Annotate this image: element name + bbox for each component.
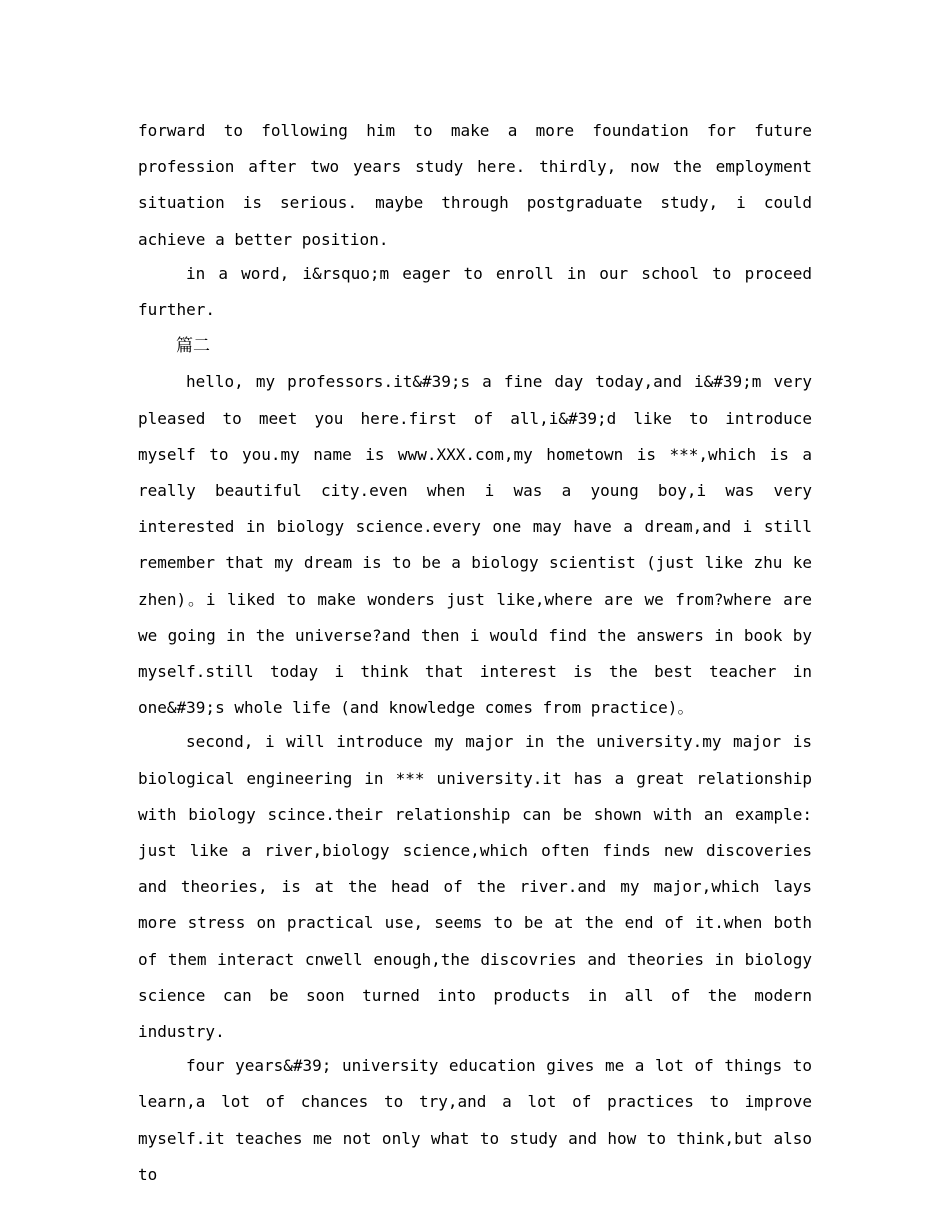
paragraph-introduction: hello, my professors.it&#39;s a fine day today,and i&#39;m very pleased to meet you here.first of all,i&#39;d like to introduce myself to you.my name is www.XXX.com,my hometown is ***,which is a really beautiful city.even when i was a young boy,i was very interested in biology science.every one may have a dream,and i still remember that my dream is to be a biology scientist (just like zhu ke zhen)。i liked to make wonders just like,where are we from?where are we going in the universe?and then i would find the answers in book by myself.still today i think that interest is the best teacher in one&#39;s whole life (and knowledge comes from practice)。 [138, 372, 813, 718]
section-heading: 篇二 [176, 336, 210, 357]
paragraph-conclusion: in a word, i&rsquo;m eager to enroll in our school to proceed further. [138, 263, 812, 320]
paragraph-continuation: forward to following him to make a more foundation for future profession after two years study here. thirdly, now the employment situation is serious. maybe through postgraduate study, i could achieve a better position. [138, 121, 812, 249]
paragraph-major: second, i will introduce my major in the university.my major is biological engineering in *** university.it has a great relationship with biology scince.their relationship can be shown with an example: just like a river,biology science,which often finds new discoveries and theories, is at the head of the river.and my major,which lays more stress on practical use, seems to be at the end of it.when both of them interact cnwell enough,the discovries and theories in biology science can be soon turned into products in all of the modern industry. [138, 732, 812, 1042]
document-body [138, 113, 812, 1193]
paragraph-education: four years&#39; university education gives me a lot of things to learn,a lot of chances to try,and a lot of practices to improve myself.it teaches me not only what to study and how to think,but also to [138, 1056, 812, 1184]
